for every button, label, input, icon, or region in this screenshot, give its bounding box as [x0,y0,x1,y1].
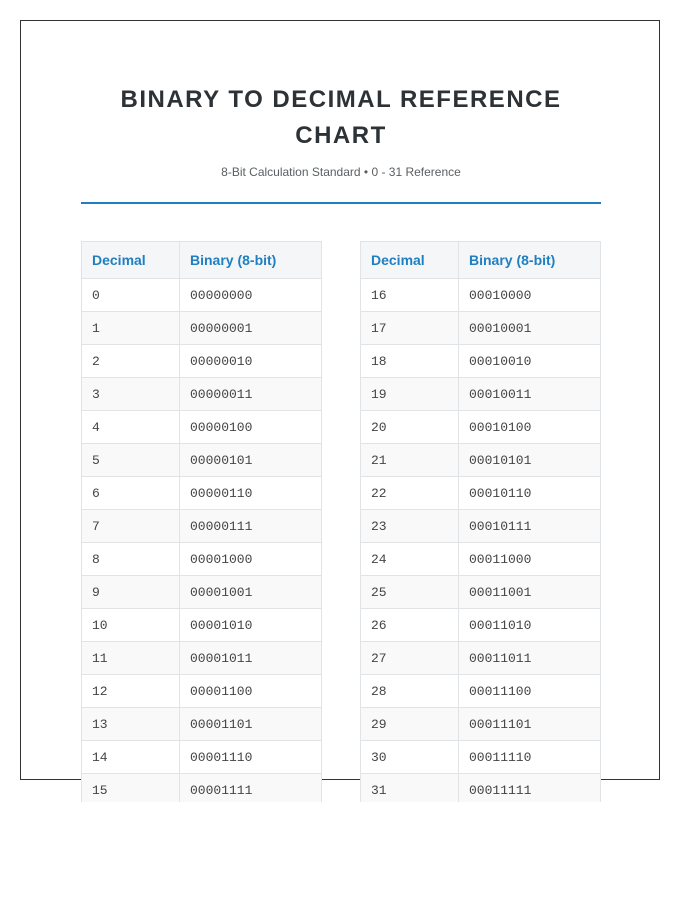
table-row [361,477,601,510]
table-row [82,741,322,774]
binary-cell: 00011100 [459,675,601,708]
binary-cell: 00000011 [180,378,322,411]
binary-cell: 00011011 [459,642,601,675]
table-row [361,741,601,774]
decimal-cell: 4 [82,411,180,444]
binary-cell: 00001101 [180,708,322,741]
page-subtitle: 8-Bit Calculation Standard • 0 - 31 Reference [221,165,461,179]
decimal-cell: 26 [361,609,459,642]
table-row [361,411,601,444]
binary-cell: 00011101 [459,708,601,741]
reference-table-right [360,241,601,802]
table-row [82,345,322,378]
table-row [82,609,322,642]
binary-cell: 00001001 [180,576,322,609]
binary-cell: 00010000 [459,279,601,312]
decimal-cell: 15 [82,774,180,803]
decimal-cell: 29 [361,708,459,741]
binary-cell: 00001111 [180,774,322,803]
binary-cell: 00011001 [459,576,601,609]
table-row [361,609,601,642]
table-row [361,576,601,609]
decimal-cell: 23 [361,510,459,543]
decimal-cell: 31 [361,774,459,803]
table-row [361,312,601,345]
table-row [82,543,322,576]
column-header-binary: Binary (8-bit) [180,242,322,279]
table-row [361,444,601,477]
table-row [361,675,601,708]
tables-container [81,241,601,802]
decimal-cell: 14 [82,741,180,774]
table-header-row [361,242,601,279]
decimal-cell: 2 [82,345,180,378]
decimal-cell: 20 [361,411,459,444]
table-row [82,675,322,708]
table-row [82,774,322,803]
table-header-row [82,242,322,279]
binary-cell: 00010010 [459,345,601,378]
binary-cell: 00010111 [459,510,601,543]
decimal-cell: 7 [82,510,180,543]
decimal-cell: 28 [361,675,459,708]
decimal-cell: 6 [82,477,180,510]
decimal-cell: 18 [361,345,459,378]
page-title: BINARY TO DECIMAL REFERENCE CHART [120,86,562,149]
binary-cell: 00001000 [180,543,322,576]
table-row [82,279,322,312]
binary-cell: 00001100 [180,675,322,708]
table-row [82,444,322,477]
binary-cell: 00011010 [459,609,601,642]
binary-cell: 00010100 [459,411,601,444]
binary-cell: 00000110 [180,477,322,510]
table-row [361,708,601,741]
decimal-cell: 11 [82,642,180,675]
decimal-cell: 12 [82,675,180,708]
binary-cell: 00000100 [180,411,322,444]
binary-cell: 00000010 [180,345,322,378]
table-row [82,378,322,411]
table-row [361,279,601,312]
table-row [82,477,322,510]
decimal-cell: 17 [361,312,459,345]
decimal-cell: 5 [82,444,180,477]
binary-cell: 00010110 [459,477,601,510]
table-row [82,576,322,609]
table-row [361,642,601,675]
column-header-decimal: Decimal [361,242,459,279]
decimal-cell: 13 [82,708,180,741]
decimal-cell: 1 [82,312,180,345]
binary-cell: 00000111 [180,510,322,543]
table-row [82,708,322,741]
decimal-cell: 24 [361,543,459,576]
column-header-decimal: Decimal [82,242,180,279]
decimal-cell: 22 [361,477,459,510]
binary-cell: 00001110 [180,741,322,774]
binary-cell: 00001011 [180,642,322,675]
table-row [361,378,601,411]
binary-cell: 00011111 [459,774,601,803]
decimal-cell: 27 [361,642,459,675]
binary-cell: 00010011 [459,378,601,411]
table-row [361,774,601,803]
binary-cell: 00000101 [180,444,322,477]
decimal-cell: 3 [82,378,180,411]
decimal-cell: 8 [82,543,180,576]
header-section [81,20,601,204]
binary-cell: 00001010 [180,609,322,642]
binary-cell: 00000000 [180,279,322,312]
decimal-cell: 0 [82,279,180,312]
binary-cell: 00000001 [180,312,322,345]
table-row [361,543,601,576]
reference-table-left [81,241,322,802]
binary-cell: 00010101 [459,444,601,477]
binary-cell: 00011110 [459,741,601,774]
binary-cell: 00011000 [459,543,601,576]
decimal-cell: 30 [361,741,459,774]
decimal-cell: 25 [361,576,459,609]
table-row [82,642,322,675]
binary-cell: 00010001 [459,312,601,345]
table-row [82,312,322,345]
table-row [361,510,601,543]
decimal-cell: 21 [361,444,459,477]
table-row [361,345,601,378]
decimal-cell: 10 [82,609,180,642]
decimal-cell: 19 [361,378,459,411]
table-row [82,510,322,543]
decimal-cell: 16 [361,279,459,312]
table-row [82,411,322,444]
column-header-binary: Binary (8-bit) [459,242,601,279]
title-divider [81,202,601,204]
decimal-cell: 9 [82,576,180,609]
